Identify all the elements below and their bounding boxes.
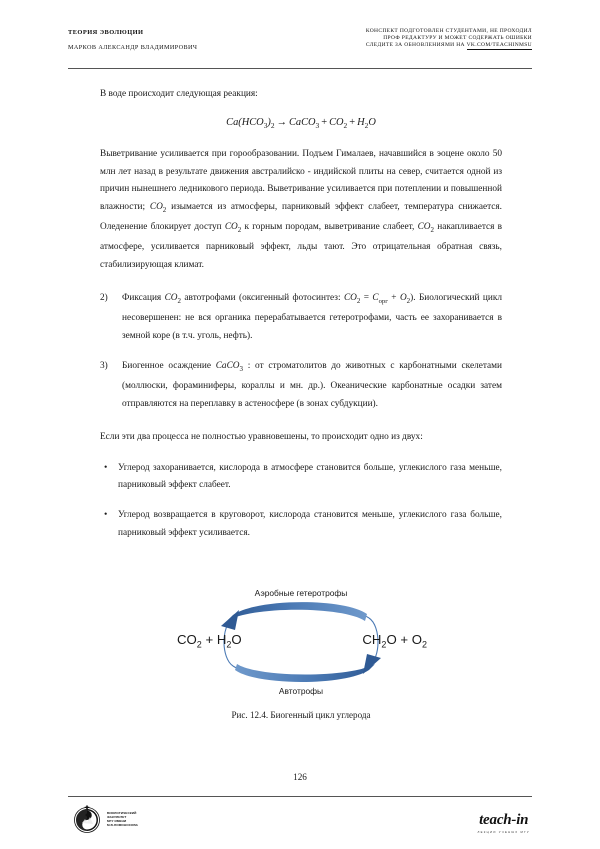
cycle-arrowhead-left (221, 610, 239, 630)
notice-prefix: СЛЕДИТЕ ЗА ОБНОВЛЕНИЯМИ НА (365, 42, 467, 49)
co2-inline-3: $CO_2$ (417, 221, 435, 234)
teachin-tagline: ЛЕКЦИИ УЧЕНЫХ МГУ (477, 829, 530, 834)
cycle-label-autotrophs: Автотрофы (278, 686, 324, 696)
bullet-item-1 (100, 460, 502, 495)
bullet-dot-icon: • (104, 510, 108, 521)
chemical-equation (100, 117, 502, 130)
item2-seg-a: Фиксация (122, 293, 165, 304)
cycle-label-heterotrophs: Аэробные гетеротрофы (254, 588, 348, 598)
page-footer (68, 802, 532, 844)
eq-reactant: $Ca(HCO_3)_2$ (226, 117, 275, 131)
cycle-diagram (171, 588, 431, 696)
item3-seg-a: Биогенное осаждение (122, 361, 216, 372)
numbered-list (100, 290, 502, 413)
eq-product-1: CaCO$_3$ (288, 117, 320, 131)
msu-text-line-1: БИОЛОГИЧЕСКИЙ (107, 810, 137, 815)
eq-product-3: $H_2O$ (357, 117, 376, 131)
para1-seg4: накапливается в атмосфере, усиливается парниковый эффект, льды тают. Это отрицательная обратная связь, стабилизирующая климат. (100, 221, 502, 270)
co2-inline-1: $CO_2$ (149, 201, 167, 214)
item2-seg-b: автотрофами (оксигенный фотосинтез: (181, 293, 344, 304)
page-header (68, 28, 532, 62)
eq-plus-1: + (321, 117, 328, 129)
cycle-arrow-top-body (227, 602, 367, 621)
bullet-dot-icon: • (104, 462, 108, 473)
vk-link[interactable]: VK.COM/TEACHINMSU (466, 42, 532, 49)
para1-seg1: Выветривание усиливается при горообразовании. Подъем Гималаев, начавшийся в эоцене около 50 млн лет назад в результате движения австралийско - индийской плиты на север, считается одной из причин нынешнего ледникового периода. Выветривание усиливается при потеплении и повышенной влажности; (100, 149, 502, 212)
msu-logo-text (107, 811, 138, 827)
cycle-formula-ch2o-o2: $CH_2O + O_2$ (362, 632, 427, 650)
list-marker-2: 2) (100, 293, 108, 304)
bullet-text-1: Углерод захоранивается, кислорода в атмосфере становится больше, углекислого газа меньше, парниковый эффект слабеет. (118, 462, 502, 491)
weathering-paragraph (100, 146, 502, 274)
cycle-arrow-bottom-body (235, 664, 375, 682)
header-divider (68, 68, 532, 69)
figure-carbon-cycle (100, 588, 502, 720)
msu-seal-icon (72, 804, 102, 834)
list-marker-3: 3) (100, 361, 108, 372)
bridge-paragraph: Если эти два процесса не полностью уравновешены, то происходит одно из двух: (100, 432, 423, 443)
cycle-arrowhead-right (363, 654, 381, 674)
co2-inline-2: $CO_2$ (224, 221, 242, 234)
notice-line-3 (272, 42, 532, 49)
list-item-2 (100, 290, 502, 345)
page-content (100, 86, 502, 542)
msu-text-line-4: М.В.ЛОМОНОСОВА (107, 823, 139, 828)
msu-text-line-2: ФАКУЛЬТЕТ (107, 814, 127, 819)
cycle-formula-co2-h2o: $CO_2 + H_2O$ (177, 632, 242, 650)
eq-plus-2: + (349, 117, 356, 129)
notice-line-2: ПРОФ РЕДАКТУРУ И МОЖЕТ СОДЕРЖАТЬ ОШИБКИ (383, 35, 532, 42)
item2-photosynthesis-equation: $CO_2 = C_{орг} + O_2$ (343, 293, 411, 305)
para1-seg2: изымается из атмосферы, парниковый эффект слабеет, температура снижается. Оледенение блокирует доступ (100, 201, 502, 232)
course-title: ТЕОРИЯ ЭВОЛЮЦИИ (68, 29, 144, 36)
list-item-3 (100, 358, 502, 413)
figure-caption: Рис. 12.4. Биогенный цикл углерода (231, 710, 371, 720)
page-number: 126 (293, 772, 307, 782)
intro-paragraph: В воде происходит следующая реакция: (100, 89, 258, 99)
msu-logo-block (72, 804, 138, 834)
header-left-block (68, 28, 197, 52)
eq-product-2: $CO_2$ (329, 117, 348, 131)
item2-formula-co2: $CO_2$ (164, 293, 182, 305)
teachin-wordmark: teach-in (479, 812, 529, 828)
item3-seg-b: : от строматолитов до животных с карбонатными скелетами (моллюски, фораминиферы, кораллы и мн. др.). Океанические карбонатные осадки затем отправляются на переплавку в астеносфере (в зонах субдукции). (122, 361, 502, 409)
notice-line-1: КОНСПЕКТ ПОДГОТОВЛЕН СТУДЕНТАМИ, НЕ ПРОХОДИЛ (365, 28, 532, 34)
bullet-text-2: Углерод возвращается в круговорот, кислорода становится меньше, углекислого газа больше, парниковый эффект усиливается. (118, 510, 502, 538)
footer-divider (68, 796, 532, 797)
item3-formula-caco3: CaCO$_3$ (215, 361, 243, 373)
item2-seg-c: ). Биологический цикл несовершенен: не вся органика перерабатывается гетеротрофами, часть ее захоранивается в земной коре (в т.ч. уголь, нефть). (122, 293, 503, 341)
bullet-item-2 (100, 507, 502, 542)
para1-seg3: к горным породам, выветривание слабеет, (241, 221, 418, 232)
lecturer-name: МАРКОВ АЛЕКСАНДР ВЛАДИМИРОВИЧ (68, 44, 198, 51)
eq-arrow: → (276, 117, 287, 129)
header-notice-block (272, 28, 532, 50)
teachin-logo (477, 812, 530, 834)
msu-text-line-3: МГУ ИМЕНИ (107, 819, 127, 823)
